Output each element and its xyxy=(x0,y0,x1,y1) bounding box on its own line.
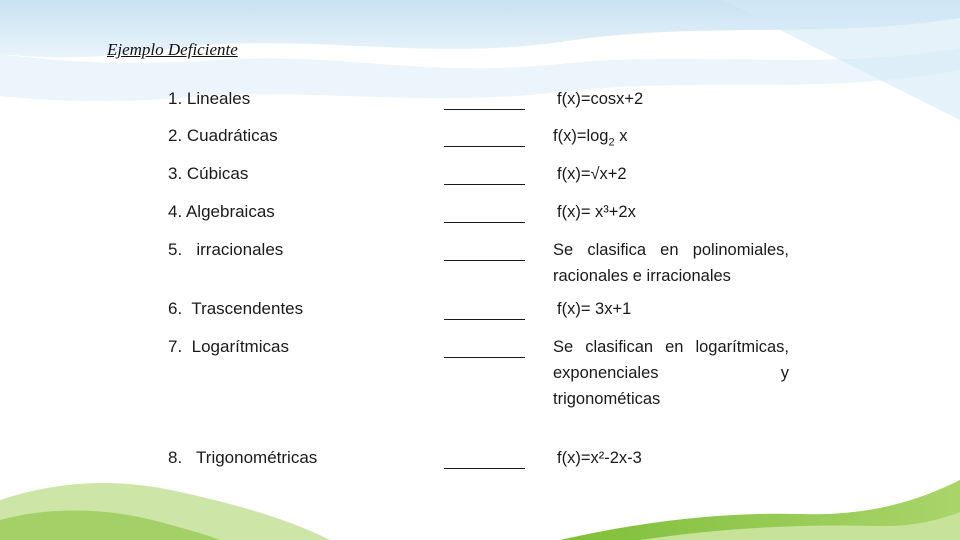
answer-blank xyxy=(444,202,525,223)
definition-line: trigonométicas xyxy=(553,390,661,408)
definition-subscript: 2 xyxy=(608,136,615,149)
slide-title: Ejemplo Deficiente xyxy=(107,40,238,59)
answer-blank xyxy=(444,240,525,261)
function-definition: f(x)=x²-2x-3 xyxy=(557,449,642,467)
function-type-label: 2. Cuadráticas xyxy=(168,126,278,145)
definition-prefix: f(x)=log xyxy=(553,127,609,145)
definition-line: Se clasifican en logarítmicas, xyxy=(553,338,789,356)
answer-blank xyxy=(444,299,525,320)
function-definition: f(x)=cosx+2 xyxy=(557,90,644,108)
function-type-label: 7. Logarítmicas xyxy=(168,337,289,356)
answer-blank xyxy=(444,448,525,469)
function-definition: f(x)= x³+2x xyxy=(557,203,636,221)
definition-line: exponenciales y xyxy=(553,364,789,382)
definition-suffix: x xyxy=(614,127,628,145)
answer-blank xyxy=(444,164,525,185)
answer-blank xyxy=(444,89,525,110)
function-type-label: 4. Algebraicas xyxy=(168,202,275,221)
answer-blank xyxy=(444,337,525,358)
answer-blank xyxy=(444,126,525,147)
function-definition xyxy=(553,123,789,155)
function-type-label: 6. Trascendentes xyxy=(168,299,304,318)
function-definition: Se clasifica en polinomiales, racionales e irracionales xyxy=(553,241,789,285)
function-type-label: 5. irracionales xyxy=(168,240,284,259)
function-definition: f(x)=√x+2 xyxy=(557,165,627,183)
function-definition: f(x)= 3x+1 xyxy=(557,300,632,318)
function-type-label: 1. Lineales xyxy=(168,89,251,108)
function-type-label: 3. Cúbicas xyxy=(168,164,249,183)
function-definition xyxy=(553,334,789,412)
function-type-label: 8. Trigonométricas xyxy=(168,448,318,467)
